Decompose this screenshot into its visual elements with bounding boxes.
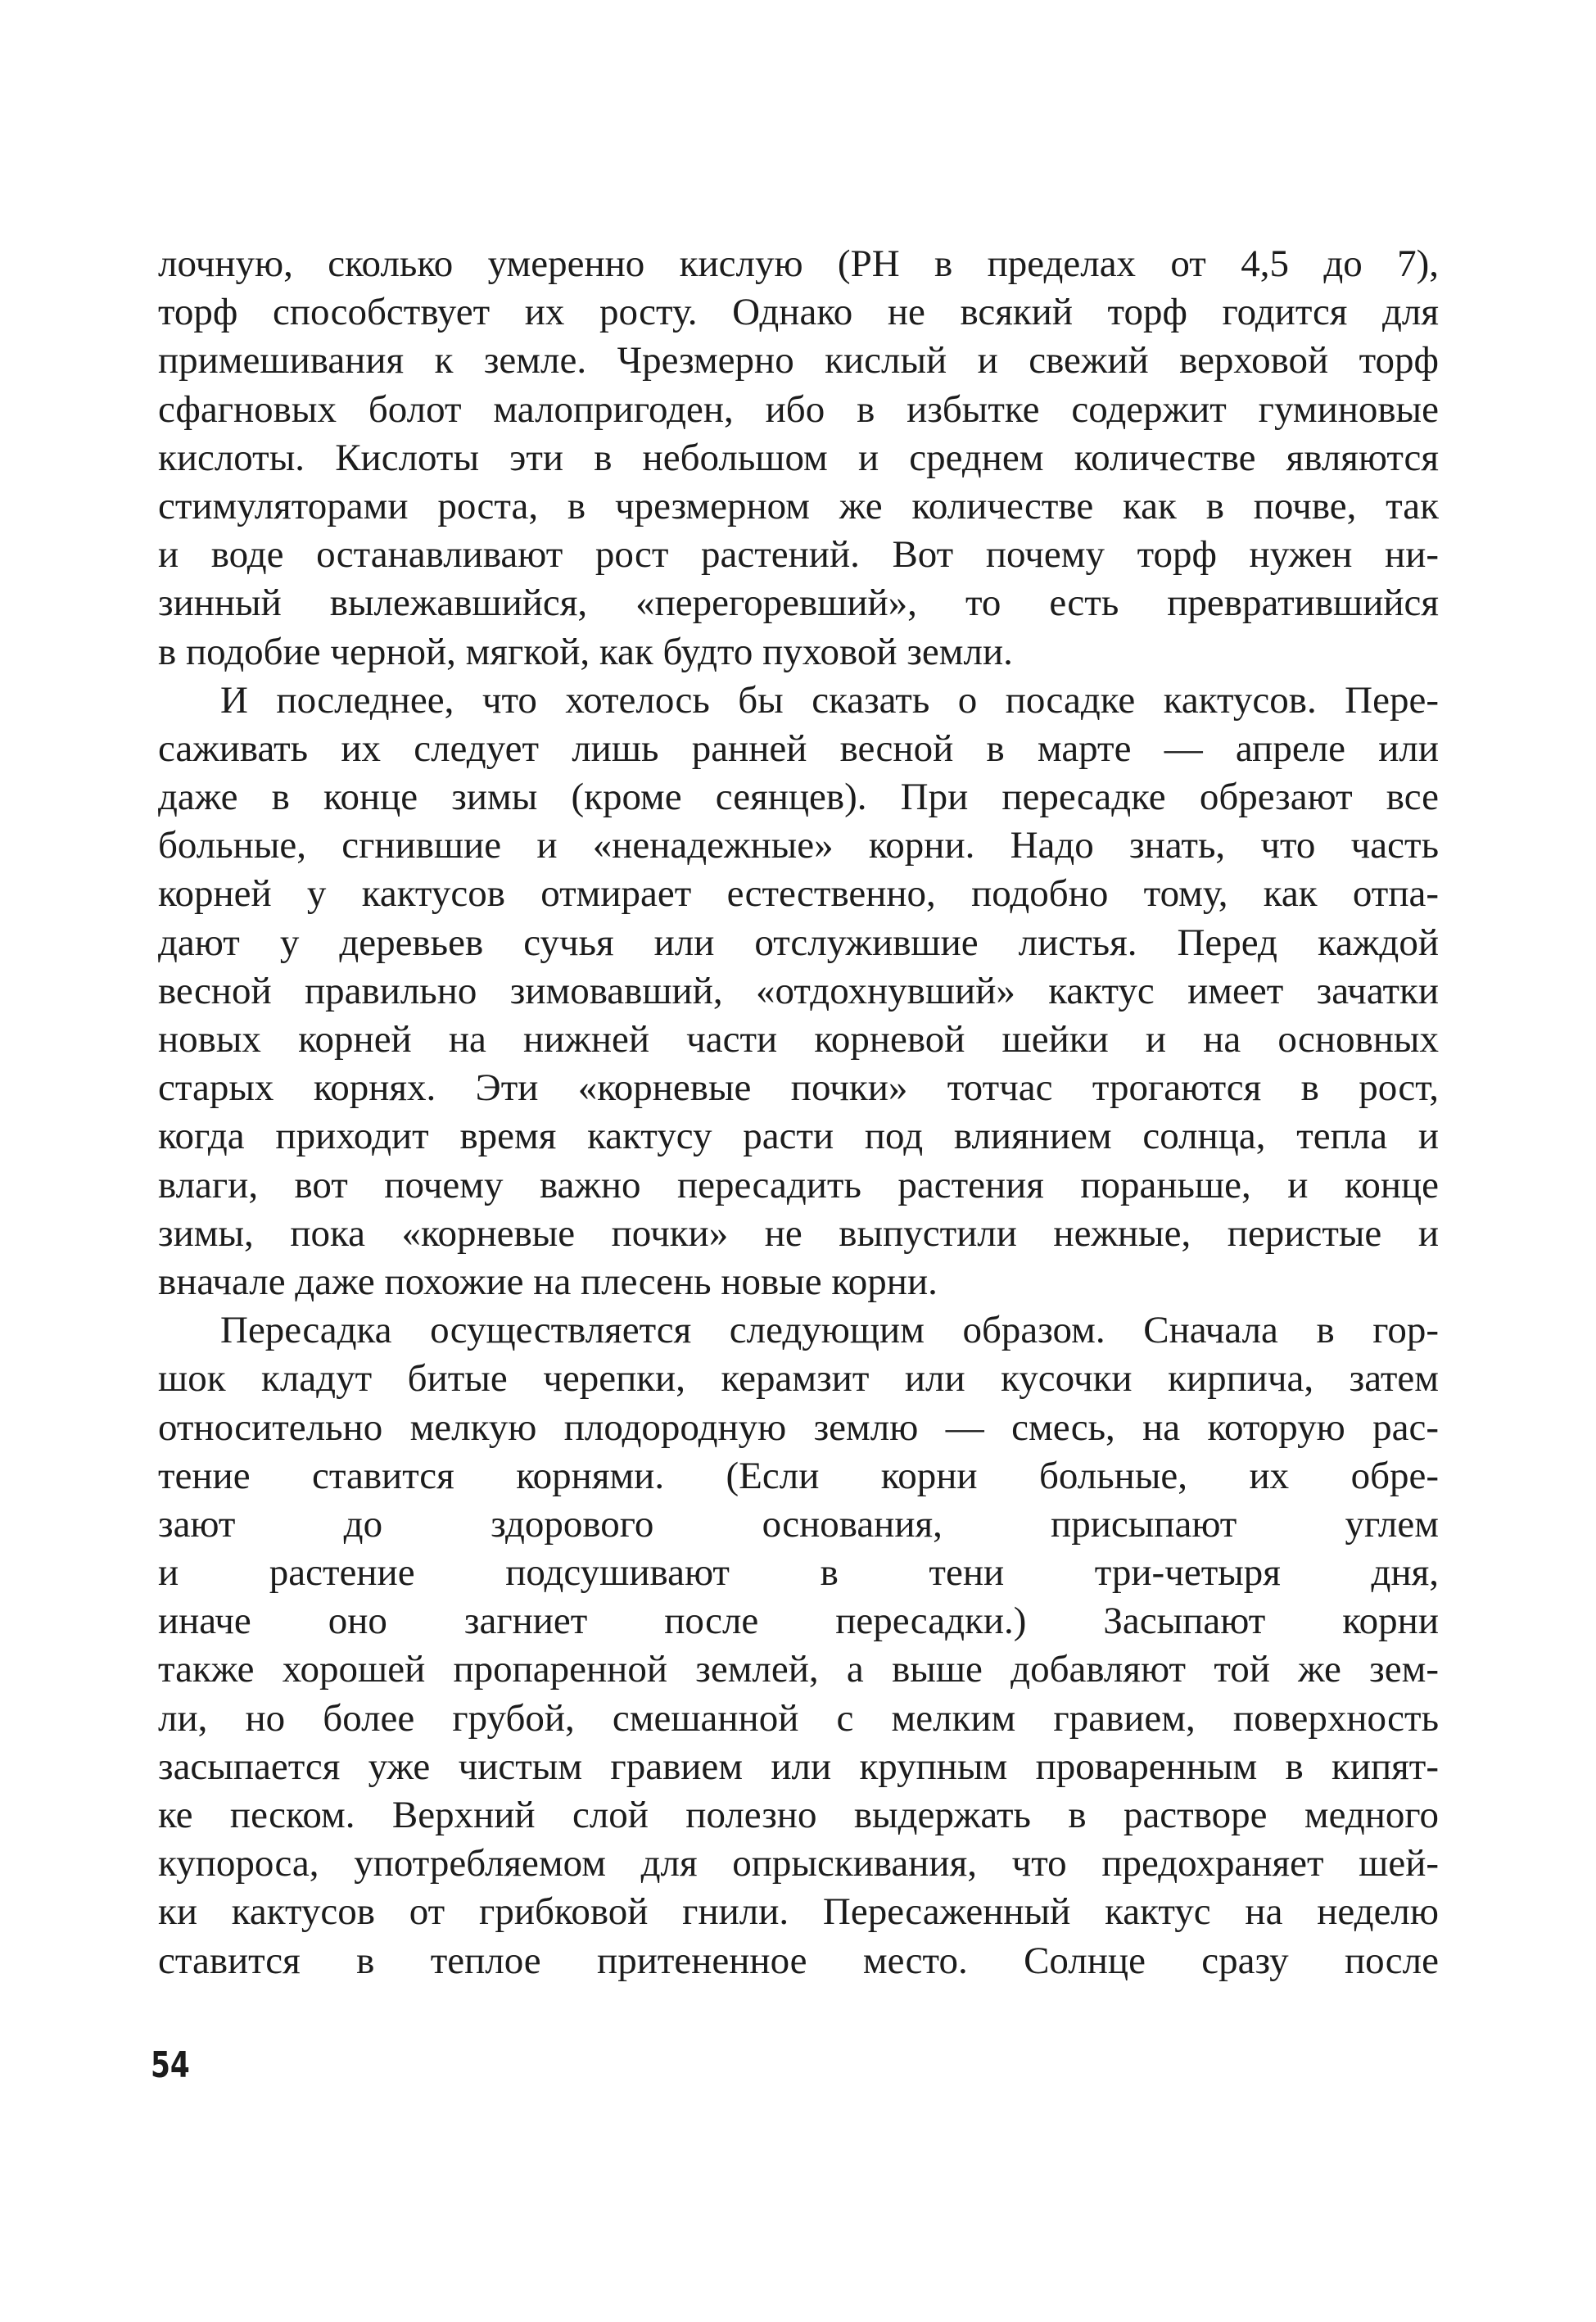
body-text <box>158 240 1439 1985</box>
text-line: ки кактусов от грибковой гнили. Пересаженный кактус на неделю <box>158 1890 1439 1934</box>
text-line: сфагновых болот малопригоден, ибо в избытке содержит гуминовые <box>158 387 1439 431</box>
paragraph-peat <box>158 240 1439 677</box>
text-line: ли, но более грубой, смешанной с мелким гравием, поверхность <box>158 1696 1439 1740</box>
text-line: новых корней на нижней части корневой шейки и на основных <box>158 1018 1439 1061</box>
text-line: лочную, сколько умеренно кислую (PH в пределах от 4,5 до 7), <box>158 242 1439 285</box>
text-line: ставится в теплое притененное место. Солнце сразу после <box>158 1939 1439 1982</box>
text-line: зинный вылежавшийся, «перегоревший», то есть превратившийся <box>158 582 1439 625</box>
text-line: и воде останавливают рост растений. Вот почему торф нужен ни- <box>158 533 1439 577</box>
paragraph-transplant-timing <box>158 677 1439 1306</box>
text-line: шок кладут битые черепки, керамзит или кусочки кирпича, затем <box>158 1357 1439 1401</box>
text-line: корней у кактусов отмирает естественно, подобно тому, как отпа- <box>158 872 1439 916</box>
text-line: дают у деревьев сучья или отслужившие листья. Перед каждой <box>158 921 1439 964</box>
text-line: влаги, вот почему важно пересадить растения пораньше, и конце <box>158 1163 1439 1206</box>
text-line: относительно мелкую плодородную землю — смесь, на которую рас- <box>158 1405 1439 1449</box>
text-line: Пересадка осуществляется следующим образом. Сначала в гор- <box>220 1309 1439 1352</box>
text-line: кислоты. Кислоты эти в небольшом и среднем количестве являются <box>158 436 1439 479</box>
text-line: стимуляторами роста, в чрезмерном же количестве как в почве, так <box>158 484 1439 527</box>
text-line: старых корнях. Эти «корневые почки» тотчас трогаются в рост, <box>158 1066 1439 1110</box>
text-line: тение ставится корнями. (Если корни больные, их обре- <box>158 1454 1439 1497</box>
text-line: саживать их следует лишь ранней весной в марте — апреле или <box>158 726 1439 770</box>
text-line: зимы, пока «корневые почки» не выпустили нежные, перистые и <box>158 1211 1439 1255</box>
text-line: когда приходит время кактусу расти под влиянием солнца, тепла и <box>158 1115 1439 1158</box>
text-line: весной правильно зимовавший, «отдохнувший» кактус имеет зачатки <box>158 969 1439 1012</box>
text-line: иначе оно загниет после пересадки.) Засыпают корни <box>158 1600 1439 1643</box>
text-line: купороса, употребляемом для опрыскивания, что предохраняет шей- <box>158 1842 1439 1885</box>
text-line: засыпается уже чистым гравием или крупным проваренным в кипят- <box>158 1745 1439 1788</box>
text-line: и растение подсушивают в тени три-четыря дня, <box>158 1551 1439 1595</box>
text-line: в подобие черной, мягкой, как будто пуховой земли. <box>158 630 1013 673</box>
paragraph-transplant-method <box>158 1306 1439 1985</box>
text-line: вначале даже похожие на плесень новые корни. <box>158 1260 938 1303</box>
text-line: больные, сгнившие и «ненадежные» корни. Надо знать, что часть <box>158 824 1439 867</box>
text-line: зают до здорового основания, присыпают углем <box>158 1502 1439 1546</box>
text-line: примешивания к земле. Чрезмерно кислый и свежий верховой торф <box>158 339 1439 382</box>
text-line: И последнее, что хотелось бы сказать о посадке кактусов. Пере- <box>220 678 1439 722</box>
text-line: торф способствует их росту. Однако не всякий торф годится для <box>158 291 1439 334</box>
page-number: 54 <box>151 2044 190 2086</box>
text-line: ке песком. Верхний слой полезно выдержать в растворе медного <box>158 1794 1439 1836</box>
text-line: даже в конце зимы (кроме сеянцев). При пересадке обрезают все <box>158 776 1439 819</box>
text-line: также хорошей пропаренной землей, а выше добавляют той же зем- <box>158 1648 1439 1691</box>
